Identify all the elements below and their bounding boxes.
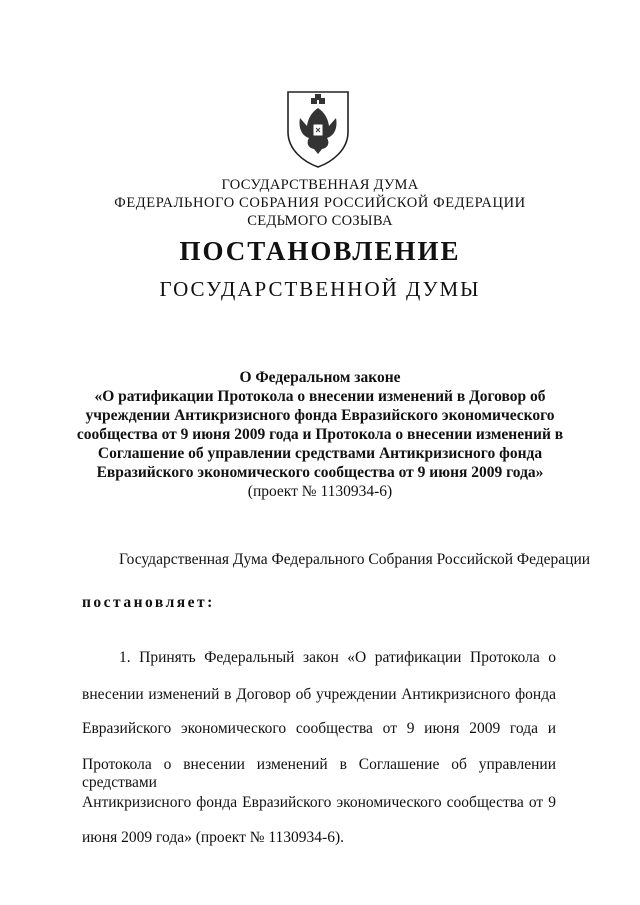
paragraph-line: июня 2009 года» (проект № 1130934-6).	[82, 829, 345, 846]
subject-line: Соглашение об управлении средствами Антикризисного фонда	[97, 445, 543, 462]
paragraph-line: Протокола о внесении изменений в Соглашение об управлении средствами	[82, 756, 556, 791]
document-title: ПОСТАНОВЛЕНИЕ	[179, 236, 461, 266]
header-line-1: ГОСУДАРСТВЕННАЯ ДУМА	[221, 177, 419, 193]
document-subtitle: ГОСУДАРСТВЕННОЙ ДУМЫ	[159, 277, 481, 301]
paragraph-line: внесении изменений в Договор об учреждении Антикризисного фонда	[82, 686, 556, 703]
subject-line: учреждении Антикризисного фонда Евразийского экономического	[85, 407, 555, 424]
state-emblem-icon	[282, 88, 354, 170]
decree-word: постановляет:	[82, 594, 215, 611]
paragraph-line: 1. Принять Федеральный закон «О ратификации Протокола о	[119, 649, 556, 666]
subject-line: О Федеральном законе	[239, 369, 401, 386]
paragraph-line: Антикризисного фонда Евразийского экономического сообщества от 9	[82, 794, 556, 811]
subject-line: Евразийского экономического сообщества от 9 июня 2009 года»	[96, 464, 544, 481]
header-line-2: ФЕДЕРАЛЬНОГО СОБРАНИЯ РОССИЙСКОЙ ФЕДЕРАЦИИ	[114, 195, 526, 211]
subject-block	[60, 368, 580, 501]
header-line-3: СЕДЬМОГО СОЗЫВА	[247, 213, 393, 229]
project-number: (проект № 1130934-6)	[247, 483, 393, 500]
preamble: Государственная Дума Федерального Собрания Российской Федерации	[119, 551, 591, 568]
paragraph-line: Евразийского экономического сообщества от 9 июня 2009 года и	[82, 720, 556, 737]
subject-line: сообщества от 9 июня 2009 года и Протокола о внесении изменений в	[76, 426, 564, 443]
subject-line: «О ратификации Протокола о внесении изменений в Договор об	[94, 388, 546, 405]
